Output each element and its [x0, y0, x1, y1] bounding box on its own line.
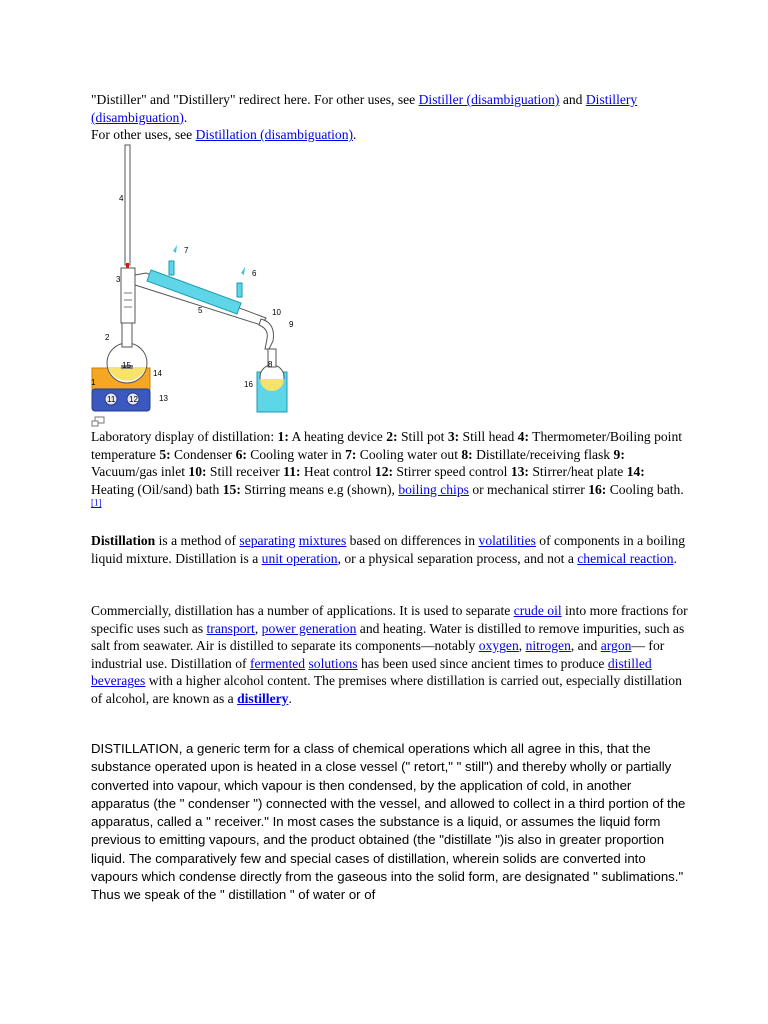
label-14: 14 [153, 369, 162, 378]
caption-num: 12: [374, 464, 394, 480]
paragraph-text: DISTILLATION, a generic term for a class of chemical operations which all agree in this, that the substance operated upon is heated in a close vessel (" retort," " still") and thereby wholly or partially converted into vapour, which vapour is then condensed, by the application of cold, in another apparatus (the " condenser ") connected with the vessel, and allowed to collect in a third portion of the apparatus, called a " receiver." In most cases the substance is a liquid, or assumes the liquid form previous to emitting vapours, and the product obtained (the "distillate ")is also in greater proportion liquid. The comparatively few and special cases of distillation, wherein solids are converted into vapours which condense directly from the gaseous into the solid form, are designated " sublimations." Thus we speak of the " distillation " of water or of [91, 741, 686, 903]
link-separating[interactable]: separating [239, 533, 296, 548]
link-nitrogen[interactable]: nitrogen [525, 638, 571, 654]
link-unit-operation[interactable]: unit operation [261, 550, 338, 566]
caption-num: 2: [386, 429, 398, 444]
paragraph-text: , or a physical separation process, and not a [337, 550, 578, 566]
link-distilled-beverages[interactable]: distilled beverages [91, 655, 652, 689]
paragraph-text: , and [570, 638, 601, 654]
caption-text: Stirring means e.g (shown), [240, 481, 399, 497]
distillation-apparatus-illustration [91, 143, 317, 433]
caption-num: 16: [588, 481, 607, 497]
hatnote-text: "Distiller" and "Distillery" redirect here. For other uses, see [91, 92, 419, 107]
label-7: 7 [184, 246, 189, 255]
label-12: 12 [129, 395, 138, 404]
paragraph-text: . [673, 550, 677, 566]
caption-num: 10: [188, 464, 207, 480]
caption-text: Still pot [397, 429, 448, 444]
paragraph-text: , [518, 638, 526, 654]
paragraph-text: is a method of [155, 533, 240, 548]
caption-num: 6: [235, 446, 247, 462]
paragraph-text: with a higher alcohol content. The premises where distillation is carried out, especially distillation of alcohol, are known as a [91, 673, 682, 706]
caption-num: 8: [461, 446, 473, 462]
caption-text: A heating device [288, 429, 387, 444]
hatnote-text: . [183, 109, 188, 125]
caption-num: 7: [345, 446, 357, 462]
caption-text: or mechanical stirrer [468, 481, 589, 497]
caption-text: Stirrer/heat plate [528, 464, 627, 480]
caption-text: Cooling water in [246, 446, 346, 462]
hatnote-text: For other uses, see [91, 127, 196, 143]
applications-paragraph [91, 602, 691, 708]
label-1: 1 [91, 378, 96, 387]
label-2: 2 [105, 333, 110, 342]
label-16: 16 [244, 380, 253, 389]
caption-num: 4: [517, 429, 529, 444]
caption-text: Thermometer/Boiling point temperature [91, 429, 683, 462]
hatnote [91, 91, 691, 144]
water-out-arrow [173, 245, 177, 253]
link-volatilities[interactable]: volatilities [478, 533, 536, 548]
caption-num: 3: [447, 429, 460, 444]
link-oxygen[interactable]: oxygen [478, 638, 519, 654]
reference-link-1[interactable]: [1] [91, 497, 102, 508]
label-8: 8 [268, 360, 273, 369]
paragraph-text: into more fractions for specific uses such as [91, 603, 688, 636]
caption-text: Cooling bath. [606, 481, 684, 497]
link-power-generation[interactable]: power generation [261, 620, 357, 636]
caption-num: 9: [613, 446, 625, 462]
link-distillery-disambiguation[interactable]: Distillery (disambiguation) [91, 92, 638, 125]
caption-text: Vacuum/gas inlet [91, 464, 189, 480]
caption-text: Still head [459, 429, 518, 444]
enlarge-icon[interactable] [91, 415, 105, 427]
paragraph-text: — for industrial use. Distillation of [91, 638, 665, 671]
caption-num: 1: [277, 429, 289, 444]
paragraph-text: and heating. Water is distilled to remove impurities, such as salt from seawater. Air is distilled to separate its components—notably [91, 620, 685, 654]
caption-text: Heating (Oil/sand) bath [91, 481, 223, 497]
label-9: 9 [289, 320, 294, 329]
label-13: 13 [159, 394, 168, 403]
water-in-arrow [241, 267, 245, 275]
still-receiver [259, 319, 274, 349]
label-15: 15 [122, 361, 131, 370]
link-distiller-disambiguation[interactable]: Distiller (disambiguation) [418, 92, 560, 107]
hatnote-text: . [353, 127, 357, 143]
caption-text: Condenser [170, 446, 236, 462]
stirrer-heat-plate [92, 389, 150, 411]
caption-text: Stirrer speed control [393, 464, 511, 480]
caption-num: 11: [283, 464, 301, 480]
link-argon[interactable]: argon [600, 638, 632, 654]
paragraph-text: based on differences in [346, 533, 479, 548]
caption-text: Laboratory display of distillation: [91, 429, 278, 444]
label-11: 11 [107, 395, 116, 404]
hatnote-text: and [559, 92, 586, 107]
link-crude-oil[interactable]: crude oil [513, 603, 562, 618]
caption-text: Heat control [300, 464, 375, 480]
link-chemical-reaction[interactable]: chemical reaction [577, 550, 674, 566]
intro-paragraph [91, 532, 691, 567]
label-6: 6 [252, 269, 257, 278]
link-boiling-chips[interactable]: boiling chips [398, 481, 469, 497]
link-solutions[interactable]: solutions [308, 655, 358, 671]
paragraph-text: of components in a boiling liquid mixture. Distillation is a [91, 533, 686, 566]
caption-text: Still receiver [206, 464, 284, 480]
definition-paragraph [91, 740, 691, 905]
paragraph-text: . [288, 690, 292, 706]
link-fermented[interactable]: fermented [249, 655, 306, 671]
caption-text: Distillate/receiving flask [472, 446, 614, 462]
link-distillery[interactable]: distillery [237, 690, 289, 706]
cooling-water-in-port [237, 283, 242, 297]
distillation-apparatus-figure [91, 143, 317, 433]
term-distillation: Distillation [91, 533, 156, 548]
thermometer [125, 145, 130, 265]
link-distillation-disambiguation[interactable]: Distillation (disambiguation) [195, 127, 354, 143]
cooling-water-out-port [169, 261, 174, 275]
caption-num: 14: [626, 464, 645, 480]
caption-num: 5: [159, 446, 171, 462]
paragraph-text: has been used since ancient times to produce [357, 655, 608, 671]
caption-text: Cooling water out [356, 446, 462, 462]
label-10: 10 [272, 308, 281, 317]
label-4: 4 [119, 194, 124, 203]
caption-num: 13: [510, 464, 529, 480]
label-5: 5 [198, 306, 203, 315]
still-head [121, 268, 135, 323]
label-3: 3 [116, 275, 121, 284]
paragraph-text: Commercially, distillation has a number of applications. It is used to separate [91, 603, 514, 618]
link-transport[interactable]: transport [206, 620, 255, 636]
figure-caption [91, 428, 691, 516]
caption-num: 15: [222, 481, 241, 497]
link-mixtures[interactable]: mixtures [298, 533, 347, 548]
paragraph-text: , [254, 620, 262, 636]
